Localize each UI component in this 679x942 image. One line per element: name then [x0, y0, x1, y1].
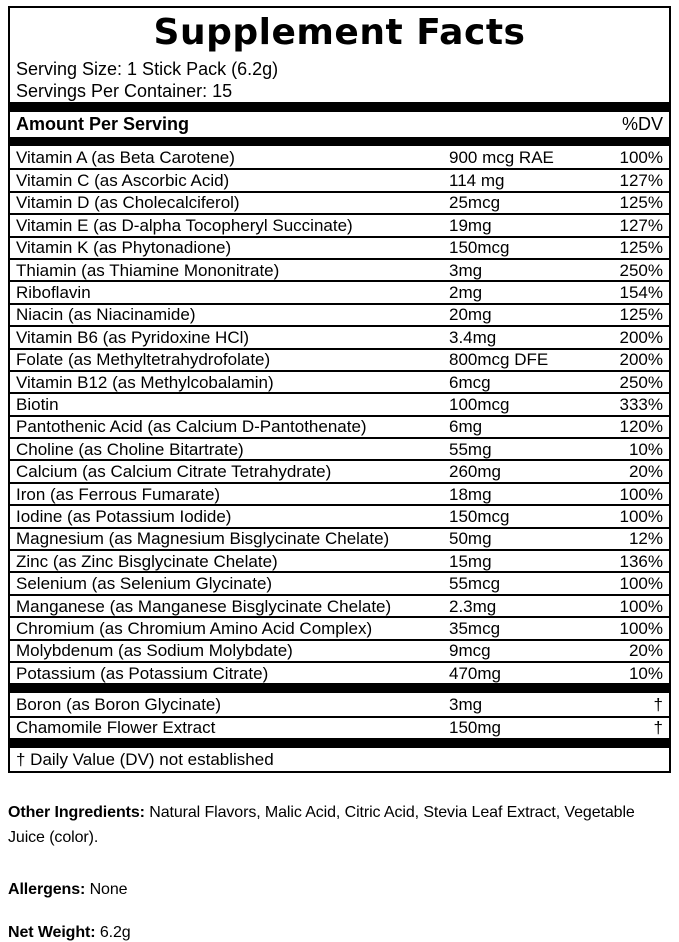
nutrient-name: Niacin (as Niacinamide): [16, 305, 196, 325]
nutrient-row: [10, 527, 669, 549]
dv-footnote: † Daily Value (DV) not established: [16, 750, 274, 770]
nutrient-name: Manganese (as Manganese Bisglycinate Chelate): [16, 596, 392, 616]
dv-header: %DV: [621, 114, 663, 134]
divider-bar-bottom: [10, 738, 669, 748]
nutrient-amount: 50mg: [449, 529, 492, 549]
nutrient-row: [10, 258, 669, 280]
nutrient-amount: 260mg: [449, 462, 501, 482]
other-ingredients-label: Other Ingredients:: [8, 804, 145, 821]
nutrient-amount: 55mg: [449, 439, 492, 459]
nutrient-name: Vitamin C (as Ascorbic Acid): [16, 171, 230, 191]
botanical-amount: 150mg: [449, 718, 501, 738]
botanical-table: [10, 693, 669, 738]
botanical-row: [10, 716, 669, 738]
nutrient-amount: 2.3mg: [449, 596, 497, 616]
allergens-text: None: [85, 881, 128, 898]
botanical-dv: †: [653, 695, 663, 715]
nutrient-dv: 127%: [619, 171, 663, 191]
nutrient-row: [10, 370, 669, 392]
nutrient-row: [10, 325, 669, 347]
nutrient-amount: 20mg: [449, 305, 492, 325]
nutrient-dv: 100%: [619, 574, 663, 594]
botanical-name: Boron (as Boron Glycinate): [16, 695, 222, 715]
nutrient-dv: 100%: [619, 618, 663, 638]
nutrient-row: [10, 213, 669, 235]
nutrient-amount: 150mcg: [449, 506, 510, 526]
nutrient-dv: 125%: [619, 305, 663, 325]
nutrient-amount: 900 mcg RAE: [449, 147, 554, 167]
nutrient-name: Vitamin K (as Phytonadione): [16, 238, 232, 258]
net-weight: [8, 920, 673, 942]
nutrient-amount: 2mg: [449, 283, 483, 303]
net-weight-label: Net Weight:: [8, 924, 96, 941]
nutrient-name: Biotin: [16, 394, 59, 414]
nutrient-amount: 9mcg: [449, 641, 491, 661]
other-ingredients-text: Natural Flavors, Malic Acid, Citric Acid, Stevia Leaf Extract, Vegetable Juice (color).: [8, 804, 635, 846]
nutrient-amount: 55mcg: [449, 574, 501, 594]
nutrient-row: [10, 437, 669, 459]
nutrient-dv: 154%: [619, 283, 663, 303]
divider-bar-top: [10, 102, 669, 112]
nutrient-amount: 35mcg: [449, 618, 501, 638]
nutrient-row: [10, 191, 669, 213]
nutrient-amount: 15mg: [449, 551, 492, 571]
nutrient-name: Zinc (as Zinc Bisglycinate Chelate): [16, 551, 278, 571]
nutrient-dv: 10%: [628, 439, 663, 459]
allergens-label: Allergens:: [8, 881, 86, 898]
nutrient-name: Molybdenum (as Sodium Molybdate): [16, 641, 293, 661]
divider-bar-middle: [10, 683, 669, 693]
nutrient-name: Iron (as Ferrous Fumarate): [16, 484, 221, 504]
divider-bar-header: [10, 137, 669, 146]
nutrient-row: [10, 616, 669, 638]
nutrient-row: [10, 280, 669, 302]
nutrient-amount: 25mcg: [449, 193, 501, 213]
nutrient-dv: 20%: [628, 641, 663, 661]
nutrient-dv: 100%: [619, 506, 663, 526]
nutrient-amount: 19mg: [449, 215, 492, 235]
nutrient-table: [10, 146, 669, 683]
nutrient-amount: 150mcg: [449, 238, 510, 258]
nutrient-name: Magnesium (as Magnesium Bisglycinate Chelate): [16, 529, 390, 549]
nutrient-amount: 3mg: [449, 260, 483, 280]
nutrient-row: [10, 661, 669, 683]
nutrient-row: [10, 504, 669, 526]
nutrient-row: [10, 348, 669, 370]
nutrient-dv: 250%: [619, 372, 663, 392]
nutrient-dv: 200%: [619, 327, 663, 347]
serving-size: Serving Size: 1 Stick Pack (6.2g): [16, 59, 279, 79]
table-header: [10, 112, 669, 137]
nutrient-amount: 18mg: [449, 484, 492, 504]
nutrient-dv: 125%: [619, 193, 663, 213]
nutrient-row: [10, 303, 669, 325]
nutrient-dv: 250%: [619, 260, 663, 280]
nutrient-amount: 800mcg DFE: [449, 350, 549, 370]
nutrient-row: [10, 549, 669, 571]
nutrient-row: [10, 571, 669, 593]
nutrient-name: Folate (as Methyltetrahydrofolate): [16, 350, 271, 370]
nutrient-dv: 12%: [628, 529, 663, 549]
nutrient-name: Potassium (as Potassium Citrate): [16, 663, 269, 683]
nutrient-row: [10, 482, 669, 504]
nutrient-row: [10, 594, 669, 616]
nutrient-amount: 6mg: [449, 417, 483, 437]
panel-title: Supplement Facts: [153, 12, 526, 53]
supplement-facts-panel: [8, 6, 671, 773]
nutrient-dv: 125%: [619, 238, 663, 258]
nutrient-dv: 120%: [619, 417, 663, 437]
nutrient-dv: 136%: [619, 551, 663, 571]
nutrient-amount: 114 mg: [449, 171, 505, 191]
nutrient-row: [10, 639, 669, 661]
nutrient-row: [10, 236, 669, 258]
nutrient-name: Vitamin D (as Cholecalciferol): [16, 193, 240, 213]
nutrient-amount: 6mcg: [449, 372, 491, 392]
nutrient-name: Choline (as Choline Bitartrate): [16, 439, 244, 459]
nutrient-name: Vitamin A (as Beta Carotene): [16, 147, 235, 167]
nutrient-name: Riboflavin: [16, 283, 91, 303]
botanical-row: [10, 693, 669, 715]
nutrient-row: [10, 415, 669, 437]
nutrient-name: Vitamin B6 (as Pyridoxine HCl): [16, 327, 250, 347]
nutrient-name: Vitamin B12 (as Methylcobalamin): [16, 372, 274, 392]
nutrient-amount: 3.4mg: [449, 327, 497, 347]
allergens: [8, 877, 673, 902]
nutrient-dv: 100%: [619, 147, 663, 167]
nutrient-row: [10, 459, 669, 481]
nutrient-dv: 127%: [619, 215, 663, 235]
nutrient-amount: 100mcg: [449, 394, 510, 414]
nutrient-name: Selenium (as Selenium Glycinate): [16, 574, 273, 594]
nutrient-dv: 100%: [619, 596, 663, 616]
amount-per-serving-header: Amount Per Serving: [16, 114, 190, 134]
botanical-dv: †: [653, 718, 663, 738]
servings-per-container: Servings Per Container: 15: [16, 81, 233, 101]
net-weight-text: 6.2g: [95, 924, 131, 941]
other-ingredients: [8, 800, 673, 850]
nutrient-name: Chromium (as Chromium Amino Acid Complex): [16, 618, 373, 638]
botanical-amount: 3mg: [449, 695, 483, 715]
nutrient-name: Vitamin E (as D-alpha Tocopheryl Succinate): [16, 215, 353, 235]
nutrient-dv: 333%: [619, 394, 663, 414]
nutrient-amount: 470mg: [449, 663, 501, 683]
nutrient-name: Thiamin (as Thiamine Mononitrate): [16, 260, 280, 280]
nutrient-row: [10, 168, 669, 190]
nutrient-name: Pantothenic Acid (as Calcium D-Pantothenate): [16, 417, 367, 437]
nutrient-dv: 200%: [619, 350, 663, 370]
nutrient-dv: 100%: [619, 484, 663, 504]
botanical-name: Chamomile Flower Extract: [16, 718, 216, 738]
nutrient-row: [10, 392, 669, 414]
nutrient-name: Calcium (as Calcium Citrate Tetrahydrate): [16, 462, 332, 482]
nutrient-row: [10, 146, 669, 168]
nutrient-dv: 10%: [628, 663, 663, 683]
nutrient-name: Iodine (as Potassium Iodide): [16, 506, 232, 526]
nutrient-dv: 20%: [628, 462, 663, 482]
